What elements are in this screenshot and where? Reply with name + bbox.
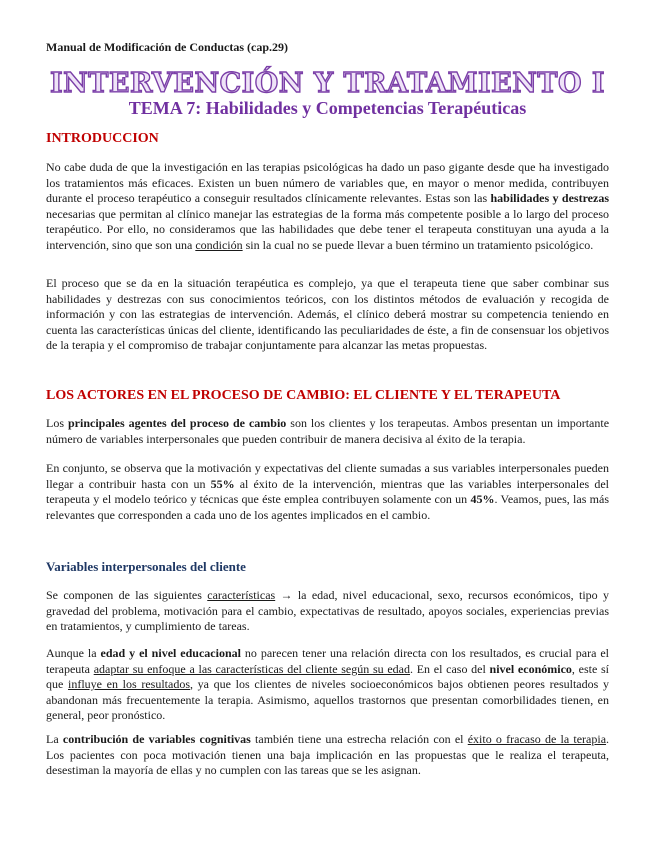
subsection-heading-client-variables: Variables interpersonales del cliente — [46, 559, 246, 574]
subtitle: TEMA 7: Habilidades y Competencias Terapéuticas — [128, 98, 527, 118]
paragraph-client-1: Se componen de las siguientes características → la edad, nivel educacional, sexo, recursos económicos, tipo y gravedad del problema, motivación para el cambio, expectativas de resultado, apoyos sociales, experiencias previas en tratamientos, y cumplimiento de tareas. — [46, 588, 609, 634]
paragraph-intro-1: No cabe duda de que la investigación en las terapias psicológicas ha dado un paso gigante desde que ha investigado los tratamientos más eficaces. Existen un buen número de variables que, en mayor o menor medida, contribuyen durante el proceso terapéutico a conseguir resultados clínicamente relevantes. Estas son las habilidades y destrezas necesarias que permitan al clínico manejar las estrategias de la forma más competente posible a lo largo del proceso terapéutico. Por ello, no consideramos que las habilidades que debe tener el terapeuta constituyan una ayuda a la intervención, sino que son una condición sin la cual no se puede llevar a buen término un tratamiento psicológico. — [46, 160, 609, 252]
running-header: Manual de Modificación de Conductas (cap.29) — [46, 40, 289, 54]
paragraph-client-2: Aunque la edad y el nivel educacional no parecen tener una relación directa con los resultados, es crucial para el terapeuta adaptar su enfoque a las características del cliente según su edad. En el caso del nivel económico, este sí que influye en los resultados, ya que los clientes de niveles socioeconómicos bajos obtienen peores resultados y abandonan más frecuentemente la terapia. Asimismo, aquellos trastornos que presentan comorbilidades tienen, en general, peor pronóstico. — [46, 646, 610, 723]
paragraph-actors-2: En conjunto, se observa que la motivación y expectativas del cliente sumadas a sus variables interpersonales pueden llegar a contribuir hasta con un 55% al éxito de la intervención, mientras que las variables interpersonales del terapeuta y el modelo teórico y técnicas que éste emplea contribuyen solamente con un 45%. Veamos, pues, las más relevantes que corresponden a cada uno de los agentes implicados en el cambio. — [46, 461, 609, 522]
paragraph-intro-2: El proceso que se da en la situación terapéutica es complejo, ya que el terapeuta tiene que saber combinar sus habilidades y destrezas con sus conocimientos teóricos, con los distintos métodos de evaluación y recogida de información y con las estrategias de intervención. Además, el clínico deberá mostrar su competencia teniendo en cuenta las características únicas del cliente, identificando las peculiaridades de éste, a fin de consensuar los objetivos de la terapia y el compromiso de trabajar conjuntamente para alcanzar las metas propuestas. — [46, 276, 609, 353]
section-heading-intro: INTRODUCCION — [46, 131, 159, 146]
paragraph-actors-1: Los principales agentes del proceso de cambio son los clientes y los terapeutas. Ambos presentan un importante número de variables interpersonales que pueden contribuir de manera decisiva al éxito de la terapia. — [46, 416, 610, 446]
main-title: INTERVENCIÓN Y TRATAMIENTO I — [49, 68, 606, 99]
paragraph-client-3: La contribución de variables cognitivas también tiene una estrecha relación con el éxito o fracaso de la terapia. Los pacientes con poca motivación tienen una baja implicación en las propuestas que le realiza el terapeuta, desestiman la mayoría de ellas y no cumplen con las tareas que se les asignan. — [46, 732, 610, 778]
section-heading-actors: LOS ACTORES EN EL PROCESO DE CAMBIO: EL CLIENTE Y EL TERAPEUTA — [46, 388, 561, 403]
